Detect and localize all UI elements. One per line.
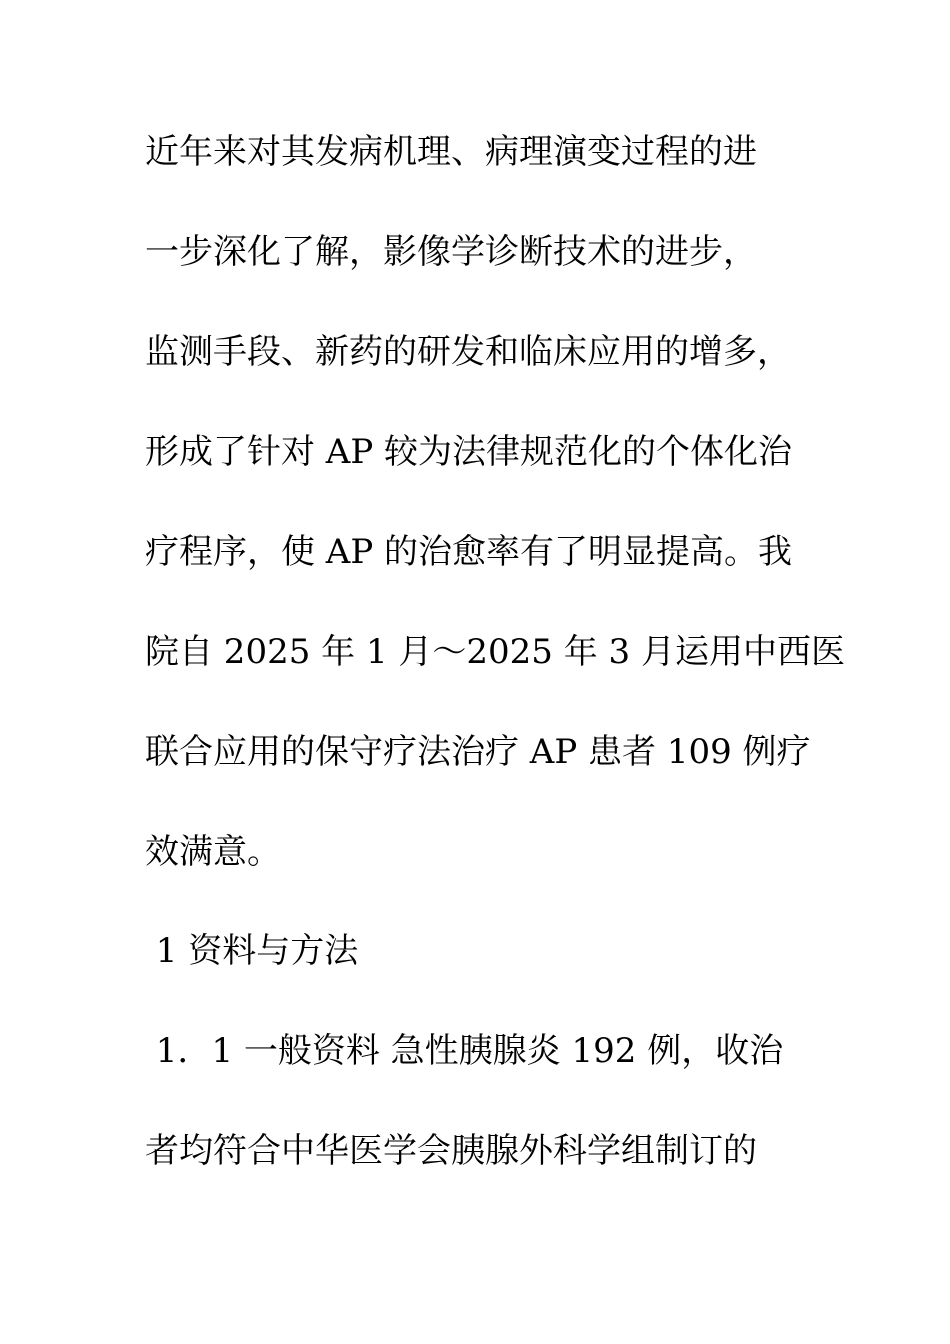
text-line: 一步深化了解，影像学诊断技术的进步， [145,232,757,272]
text-line: 形成了针对 AP 较为法律规范化的个体化治 [145,432,793,472]
text-line: 联合应用的保守疗法治疗 AP 患者 109 例疗 [145,732,811,772]
text-line: 效满意。 [145,832,281,872]
subsection-heading-line: 1．1 一般资料 急性胰腺炎 192 例，收治 [145,1031,784,1071]
text-line: 疗程序，使 AP 的治愈率有了明显提高。我 [145,532,793,572]
section-heading: 1 资料与方法 [145,931,359,971]
text-line: 者均符合中华医学会胰腺外科学组制订的 [145,1131,757,1171]
text-line: 近年来对其发病机理、病理演变过程的进 [145,132,757,172]
text-line: 监测手段、新药的研发和临床应用的增多， [145,332,791,372]
text-line: 院自 2025 年 1 月～2025 年 3 月运用中西医 [145,632,845,672]
